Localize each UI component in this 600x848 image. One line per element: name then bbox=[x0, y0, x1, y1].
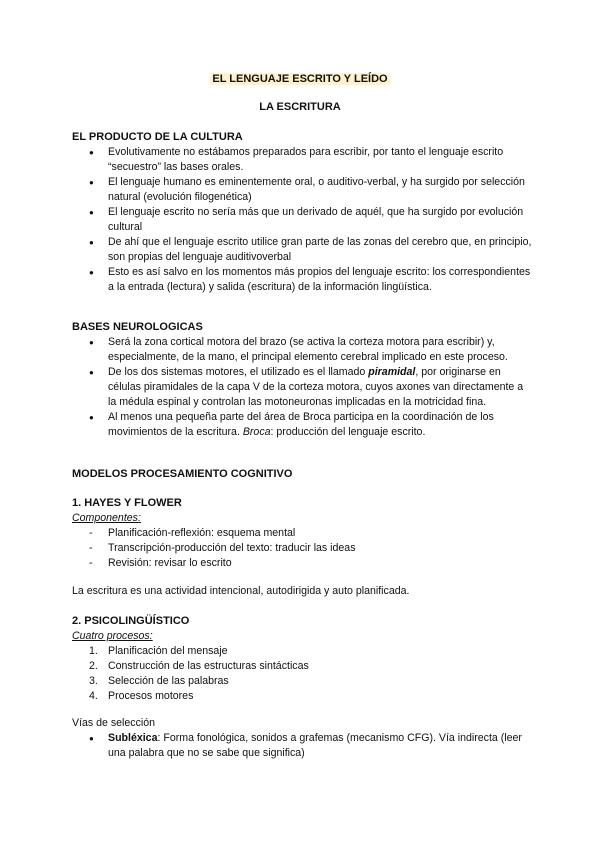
list-item: - Revisión: revisar lo escrito bbox=[72, 556, 532, 571]
section-heading: 2. PSICOLINGÜÍSTICO bbox=[72, 615, 190, 627]
list-item: ● El lenguaje escrito no sería más que un derivado de aquél, que ha surgido por evolución cultural bbox=[72, 205, 532, 235]
section-heading: MODELOS PROCESAMIENTO COGNITIVO bbox=[72, 468, 293, 480]
bullet-list bbox=[72, 335, 532, 440]
list-item: 3. Selección de las palabras bbox=[89, 675, 229, 687]
processes-label: Cuatro procesos: bbox=[72, 630, 153, 642]
section-hayes-note bbox=[72, 584, 532, 599]
emphasis-text: piramidal bbox=[368, 366, 416, 378]
bullet-list bbox=[72, 145, 532, 295]
list-item: ● De ahí que el lenguaje escrito utilice gran parte de las zonas del cerebro que, en principio, son propias del lenguaje auditivoverbal bbox=[72, 235, 532, 265]
section-psicolinguistico bbox=[72, 614, 532, 704]
list-item: ● De los dos sistemas motores, el utilizado es el llamado piramidal, por originarse en células piramidales de la capa V de la corteza motora, cuyos axones van directamente a la médula espinal y controlan las motoneuronas implicadas en la motricidad fina. bbox=[72, 365, 532, 410]
bullet-list bbox=[72, 731, 532, 761]
vias-label: Vías de selección bbox=[72, 717, 156, 729]
list-item: ● Subléxica: Forma fonológica, sonidos a grafemas (mecanismo CFG). Vía indirecta (leer una palabra que no se sabe que significa) bbox=[72, 731, 532, 761]
document-subtitle: LA ESCRITURA bbox=[259, 101, 341, 113]
section-producto-cultura bbox=[72, 130, 532, 295]
section-bases-neurologicas bbox=[72, 320, 532, 440]
emphasis-text: Subléxica bbox=[108, 732, 158, 744]
list-item: ● Será la zona cortical motora del brazo (se activa la corteza motora para escribir) y, especialmente, de la mano, el principal elemento cerebral implicado en este proceso. bbox=[72, 335, 532, 365]
document-title: EL LENGUAJE ESCRITO Y LEÍDO bbox=[212, 73, 388, 85]
dash-list bbox=[72, 526, 532, 571]
list-item: ● El lenguaje humano es eminentemente oral, o auditivo-verbal, y ha surgido por selección natural (evolución filogenética) bbox=[72, 175, 532, 205]
list-item: 4. Procesos motores bbox=[89, 690, 194, 702]
list-item: ● Esto es así salvo en los momentos más propios del lenguaje escrito: los correspondientes a la entrada (lectura) y salida (escritura) de la información lingüística. bbox=[72, 265, 532, 295]
section-modelos bbox=[72, 467, 532, 482]
list-item: ● Al menos una pequeña parte del área de Broca participa en la coordinación de los movimientos de la escritura. Broca: producción del lenguaje escrito. bbox=[72, 410, 532, 440]
section-heading: EL PRODUCTO DE LA CULTURA bbox=[72, 131, 243, 143]
numbered-list bbox=[72, 644, 532, 704]
section-heading: BASES NEUROLOGICAS bbox=[72, 321, 203, 333]
section-heading: 1. HAYES Y FLOWER bbox=[72, 497, 182, 509]
list-item: - Transcripción-producción del texto: traducir las ideas bbox=[72, 541, 532, 556]
list-item: 2. Construcción de las estructuras sintácticas bbox=[89, 660, 309, 672]
list-item: - Planificación-reflexión: esquema mental bbox=[72, 526, 532, 541]
section-vias bbox=[72, 716, 532, 761]
section-hayes-flower bbox=[72, 496, 532, 571]
paragraph: La escritura es una actividad intencional, autodirigida y auto planificada. bbox=[72, 585, 410, 597]
list-item: ● Evolutivamente no estábamos preparados para escribir, por tanto el lenguaje escrito “secuestro” las bases orales. bbox=[72, 145, 532, 175]
emphasis-text: Broca bbox=[242, 426, 271, 438]
list-item: 1. Planificación del mensaje bbox=[89, 645, 228, 657]
components-label: Componentes: bbox=[72, 512, 141, 524]
